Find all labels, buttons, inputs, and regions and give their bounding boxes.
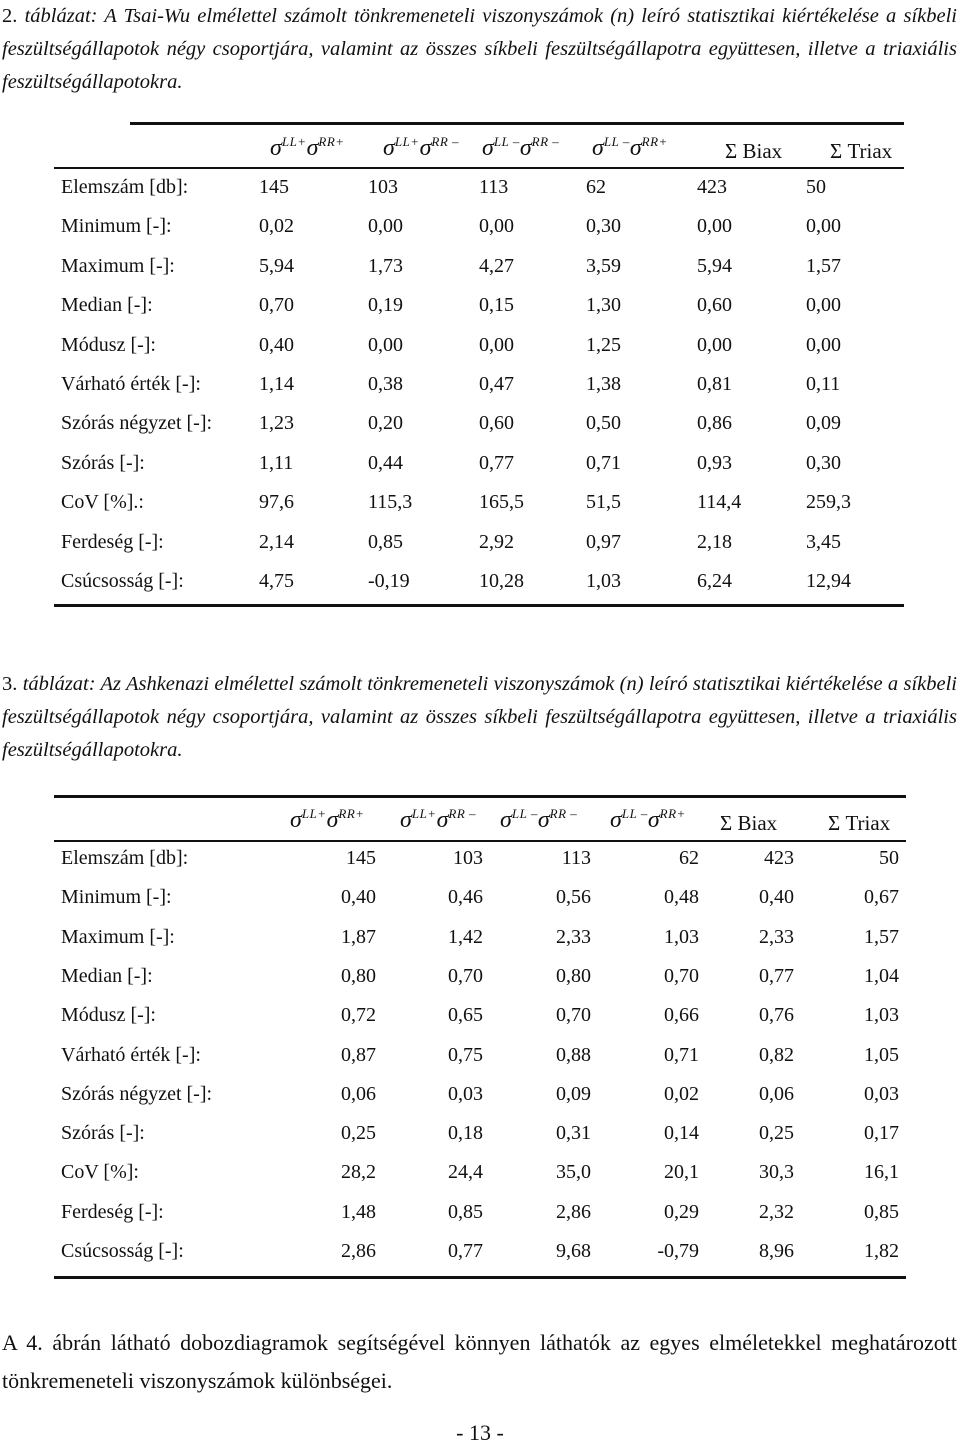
table-cell: 0,71	[586, 451, 621, 474]
table-cell: 0,87	[341, 1043, 376, 1066]
table-cell: 0,00	[479, 215, 514, 238]
table-cell: 0,70	[556, 1004, 591, 1027]
table-cell: 0,86	[697, 412, 732, 435]
table-cell: 28,2	[341, 1161, 376, 1184]
sigma-symbol: σ	[326, 807, 339, 833]
column-header-triax: Σ Triax	[830, 139, 893, 163]
table-cell: 0,06	[759, 1082, 794, 1105]
row-label: Szórás négyzet [-]:	[61, 1082, 213, 1105]
table-cell: 145	[259, 176, 289, 198]
row-label: Minimum [-]:	[61, 886, 172, 909]
table-cell: 0,48	[664, 886, 699, 909]
table2-header-rule	[54, 840, 906, 842]
table-cell: 1,05	[864, 1043, 899, 1066]
table-cell: 0,50	[586, 412, 621, 435]
row-label: Ferdeség [-]:	[61, 1200, 164, 1223]
table-cell: 0,15	[479, 294, 514, 317]
table-cell: 0,85	[448, 1200, 483, 1223]
row-label: Elemszám [db]:	[61, 176, 189, 198]
table-cell: 103	[368, 176, 398, 198]
table-cell: 20,1	[664, 1161, 699, 1184]
superscript-label: LL –	[621, 806, 648, 821]
table-cell: 1,57	[864, 925, 899, 948]
table-cell: 3,59	[586, 254, 621, 277]
superscript-label: RR –	[431, 134, 460, 149]
table-cell: 0,72	[341, 1004, 376, 1027]
table-2-caption	[2, 668, 957, 767]
table-cell: 1,23	[259, 412, 294, 435]
table-cell: 0,18	[448, 1122, 483, 1145]
table-cell: 0,09	[556, 1082, 591, 1105]
table-cell: 3,45	[806, 530, 841, 553]
sigma-symbol: σ	[537, 807, 550, 833]
table-cell: 62	[679, 847, 699, 869]
table-cell: 50	[806, 176, 826, 198]
table-1-caption-number: 2.	[2, 5, 18, 27]
column-header-sigma	[592, 136, 668, 163]
table1-top-rule	[130, 122, 904, 125]
table-cell: 1,57	[806, 254, 841, 277]
table-cell: 423	[764, 847, 794, 869]
superscript-label: RR+	[338, 806, 365, 821]
table1-header-rule	[54, 167, 904, 169]
row-label: Várható érték [-]:	[61, 1043, 201, 1066]
row-label: CoV [%]:	[61, 1161, 139, 1184]
table-cell: 0,60	[479, 412, 514, 435]
table-cell: 0,80	[341, 964, 376, 987]
column-header-sigma	[610, 808, 686, 835]
column-header-sigma	[400, 808, 476, 835]
row-label: Maximum [-]:	[61, 925, 175, 948]
sigma-symbol: σ	[647, 807, 660, 833]
column-header-sigma	[383, 136, 459, 163]
table-cell: 103	[453, 847, 483, 869]
table-2-caption-number: 3.	[2, 673, 18, 695]
row-label: Median [-]:	[61, 294, 153, 317]
table-cell: 0,17	[864, 1122, 899, 1145]
row-label: Elemszám [db]:	[61, 847, 189, 869]
sigma-symbol: σ	[519, 135, 532, 161]
row-label: Maximum [-]:	[61, 254, 175, 277]
table-cell: 1,87	[341, 925, 376, 948]
table-cell: 0,66	[664, 1004, 699, 1027]
table-cell: 0,40	[341, 886, 376, 909]
sigma-symbol: σ	[290, 807, 302, 833]
table-cell: 0,56	[556, 886, 591, 909]
row-label: Szórás [-]:	[61, 1122, 145, 1145]
table-cell: 0,00	[806, 215, 841, 238]
table-cell: 2,33	[759, 925, 794, 948]
row-label: Szórás [-]:	[61, 451, 145, 474]
table-cell: 0,70	[259, 294, 294, 317]
row-label: Szórás négyzet [-]:	[61, 412, 213, 435]
table-cell: 0,97	[586, 530, 621, 553]
table-cell: 4,27	[479, 254, 514, 277]
column-header-sigma	[290, 808, 365, 835]
table-cell: 51,5	[586, 491, 621, 514]
table-cell: 1,03	[664, 925, 699, 948]
table-cell: 16,1	[864, 1161, 899, 1184]
table-cell: 0,00	[697, 333, 732, 356]
superscript-label: RR –	[531, 134, 560, 149]
table-cell: 0,44	[368, 451, 403, 474]
table-cell: 423	[697, 176, 727, 198]
row-label: Ferdeség [-]:	[61, 530, 164, 553]
table-cell: 0,40	[259, 333, 294, 356]
table-cell: 0,06	[341, 1082, 376, 1105]
table-cell: 0,70	[664, 964, 699, 987]
table-cell: 5,94	[697, 254, 732, 277]
table-cell: 0,20	[368, 412, 403, 435]
row-label: CoV [%].:	[61, 491, 144, 514]
table-cell: 1,11	[259, 451, 294, 474]
table-cell: 113	[561, 847, 591, 869]
table-cell: 1,38	[586, 373, 621, 395]
column-header-biax: Σ Biax	[720, 811, 778, 835]
table-cell: 30,3	[759, 1161, 794, 1184]
row-label: Csúcsosság [-]:	[61, 1240, 184, 1262]
table-cell: 0,00	[368, 215, 403, 238]
table-cell: 0,00	[479, 333, 514, 356]
superscript-label: LL+	[281, 134, 307, 149]
table-cell: 0,77	[448, 1240, 483, 1262]
table-cell: 1,04	[864, 964, 899, 987]
table-cell: 2,14	[259, 530, 294, 553]
table-cell: 1,03	[864, 1004, 899, 1027]
table-1-caption	[2, 0, 957, 99]
table-cell: 0,46	[448, 886, 483, 909]
table-cell: 0,00	[697, 215, 732, 238]
table-cell: 0,60	[697, 294, 732, 317]
table-1-caption-text: táblázat: A Tsai-Wu elmélettel számolt tönkremeneteli viszonyszámok (n) leíró statisztikai kiértékelése a síkbeli feszültségállapotok négy csoportjára, valamint az összes síkbeli feszültségállapotra együttesen, illetve a triaxiális feszültségállapotokra.	[2, 5, 958, 93]
table-cell: 0,76	[759, 1004, 794, 1027]
table-cell: 0,00	[806, 294, 841, 317]
table-cell: 1,14	[259, 373, 294, 395]
table-cell: 0,02	[259, 215, 294, 238]
table-cell: 0,77	[759, 964, 794, 987]
table-cell: 8,96	[759, 1240, 794, 1262]
table-cell: -0,79	[657, 1240, 699, 1262]
table-cell: 113	[479, 176, 509, 198]
table-cell: 0,31	[556, 1122, 591, 1145]
sigma-symbol: σ	[306, 135, 319, 161]
table-cell: 115,3	[368, 491, 413, 514]
table-cell: 0,00	[806, 333, 841, 356]
superscript-label: RR –	[448, 806, 477, 821]
superscript-label: RR+	[641, 134, 668, 149]
table-cell: 0,03	[448, 1082, 483, 1105]
row-label: Módusz [-]:	[61, 333, 156, 356]
superscript-label: LL+	[301, 806, 327, 821]
table-cell: 6,24	[697, 570, 732, 592]
table-cell: 24,4	[448, 1161, 483, 1184]
superscript-label: LL –	[603, 134, 630, 149]
table-cell: 0,82	[759, 1043, 794, 1066]
table2-bottom-rule	[54, 1276, 906, 1279]
table-cell: 0,77	[479, 451, 514, 474]
table-cell: 1,73	[368, 254, 403, 277]
table-cell: 9,68	[556, 1240, 591, 1262]
table-cell: 5,94	[259, 254, 294, 277]
sigma-symbol: σ	[436, 807, 449, 833]
table-cell: 0,70	[448, 964, 483, 987]
column-header-biax: Σ Biax	[725, 139, 783, 163]
row-label: Minimum [-]:	[61, 215, 172, 238]
table-cell: 0,65	[448, 1004, 483, 1027]
superscript-label: RR+	[318, 134, 345, 149]
table-cell: 0,67	[864, 886, 899, 909]
table-cell: 165,5	[479, 491, 524, 514]
table-cell: -0,19	[368, 570, 410, 592]
table-cell: 114,4	[697, 491, 742, 514]
table-cell: 4,75	[259, 570, 294, 592]
table-cell: 2,92	[479, 530, 514, 553]
table-cell: 0,09	[806, 412, 841, 435]
table-cell: 0,14	[664, 1122, 699, 1145]
table-cell: 0,25	[759, 1122, 794, 1145]
table-cell: 0,88	[556, 1043, 591, 1066]
table-cell: 0,02	[664, 1082, 699, 1105]
sigma-symbol: σ	[592, 135, 604, 161]
table-cell: 10,28	[479, 570, 524, 592]
sigma-symbol: σ	[400, 807, 412, 833]
row-label: Csúcsosság [-]:	[61, 570, 184, 592]
column-header-sigma	[482, 136, 559, 163]
table-cell: 0,30	[586, 215, 621, 238]
table-cell: 0,71	[664, 1043, 699, 1066]
table-cell: 12,94	[806, 570, 851, 592]
row-label: Módusz [-]:	[61, 1004, 156, 1027]
table-cell: 0,29	[664, 1200, 699, 1223]
table-cell: 0,30	[806, 451, 841, 474]
table-cell: 0,80	[556, 964, 591, 987]
table-cell: 2,86	[341, 1240, 376, 1262]
sigma-symbol: σ	[500, 807, 512, 833]
column-header-sigma	[500, 808, 577, 835]
table-cell: 0,11	[806, 373, 841, 395]
table-cell: 1,42	[448, 925, 483, 948]
superscript-label: LL –	[493, 134, 520, 149]
table-cell: 0,81	[697, 373, 732, 395]
sigma-symbol: σ	[482, 135, 494, 161]
table-cell: 0,00	[368, 333, 403, 356]
table-cell: 2,18	[697, 530, 732, 553]
table-cell: 1,82	[864, 1240, 899, 1262]
superscript-label: RR+	[659, 806, 686, 821]
sigma-symbol: σ	[270, 135, 282, 161]
table-cell: 0,40	[759, 886, 794, 909]
table-cell: 0,03	[864, 1082, 899, 1105]
table-cell: 1,30	[586, 294, 621, 317]
table-cell: 0,75	[448, 1043, 483, 1066]
superscript-label: LL+	[411, 806, 437, 821]
body-paragraph: A 4. ábrán látható dobozdiagramok segítségével könnyen láthatók az egyes elméletekkel meghatározott tönkremeneteli viszonyszámok különbségei.	[2, 1330, 957, 1393]
table-cell: 0,38	[368, 373, 403, 395]
table2-top-rule	[54, 795, 906, 798]
table-cell: 97,6	[259, 491, 294, 514]
table-cell: 35,0	[556, 1161, 591, 1184]
table-cell: 0,47	[479, 373, 514, 395]
table-cell: 62	[586, 176, 606, 198]
table-cell: 0,93	[697, 451, 732, 474]
table-cell: 2,86	[556, 1200, 591, 1223]
table-cell: 259,3	[806, 491, 851, 514]
column-header-sigma	[270, 136, 345, 163]
table-cell: 1,03	[586, 570, 621, 592]
column-header-triax: Σ Triax	[828, 811, 891, 835]
table-cell: 0,25	[341, 1122, 376, 1145]
table-2-caption-text: táblázat: Az Ashkenazi elmélettel számolt tönkremeneteli viszonyszámok (n) leíró statisztikai kiértékelése a síkbeli feszültségállapotok négy csoportjára, valamint az összes síkbeli feszültségállapotra együttesen, illetve a triaxiális feszültségállapotokra.	[2, 673, 958, 761]
table-cell: 145	[346, 847, 376, 869]
table-cell: 2,33	[556, 925, 591, 948]
superscript-label: RR –	[549, 806, 578, 821]
table1-bottom-rule	[54, 604, 904, 607]
superscript-label: LL –	[511, 806, 538, 821]
table-cell: 2,32	[759, 1200, 794, 1223]
sigma-symbol: σ	[610, 807, 622, 833]
table-cell: 1,48	[341, 1200, 376, 1223]
table-cell: 0,19	[368, 294, 403, 317]
sigma-symbol: σ	[419, 135, 432, 161]
table-cell: 0,85	[368, 530, 403, 553]
superscript-label: LL+	[394, 134, 420, 149]
table-cell: 50	[879, 847, 899, 869]
sigma-symbol: σ	[383, 135, 395, 161]
table-cell: 1,25	[586, 333, 621, 356]
row-label: Median [-]:	[61, 964, 153, 987]
row-label: Várható érték [-]:	[61, 373, 201, 395]
table-cell: 0,85	[864, 1200, 899, 1223]
sigma-symbol: σ	[629, 135, 642, 161]
page-number: - 13 -	[456, 1420, 504, 1445]
